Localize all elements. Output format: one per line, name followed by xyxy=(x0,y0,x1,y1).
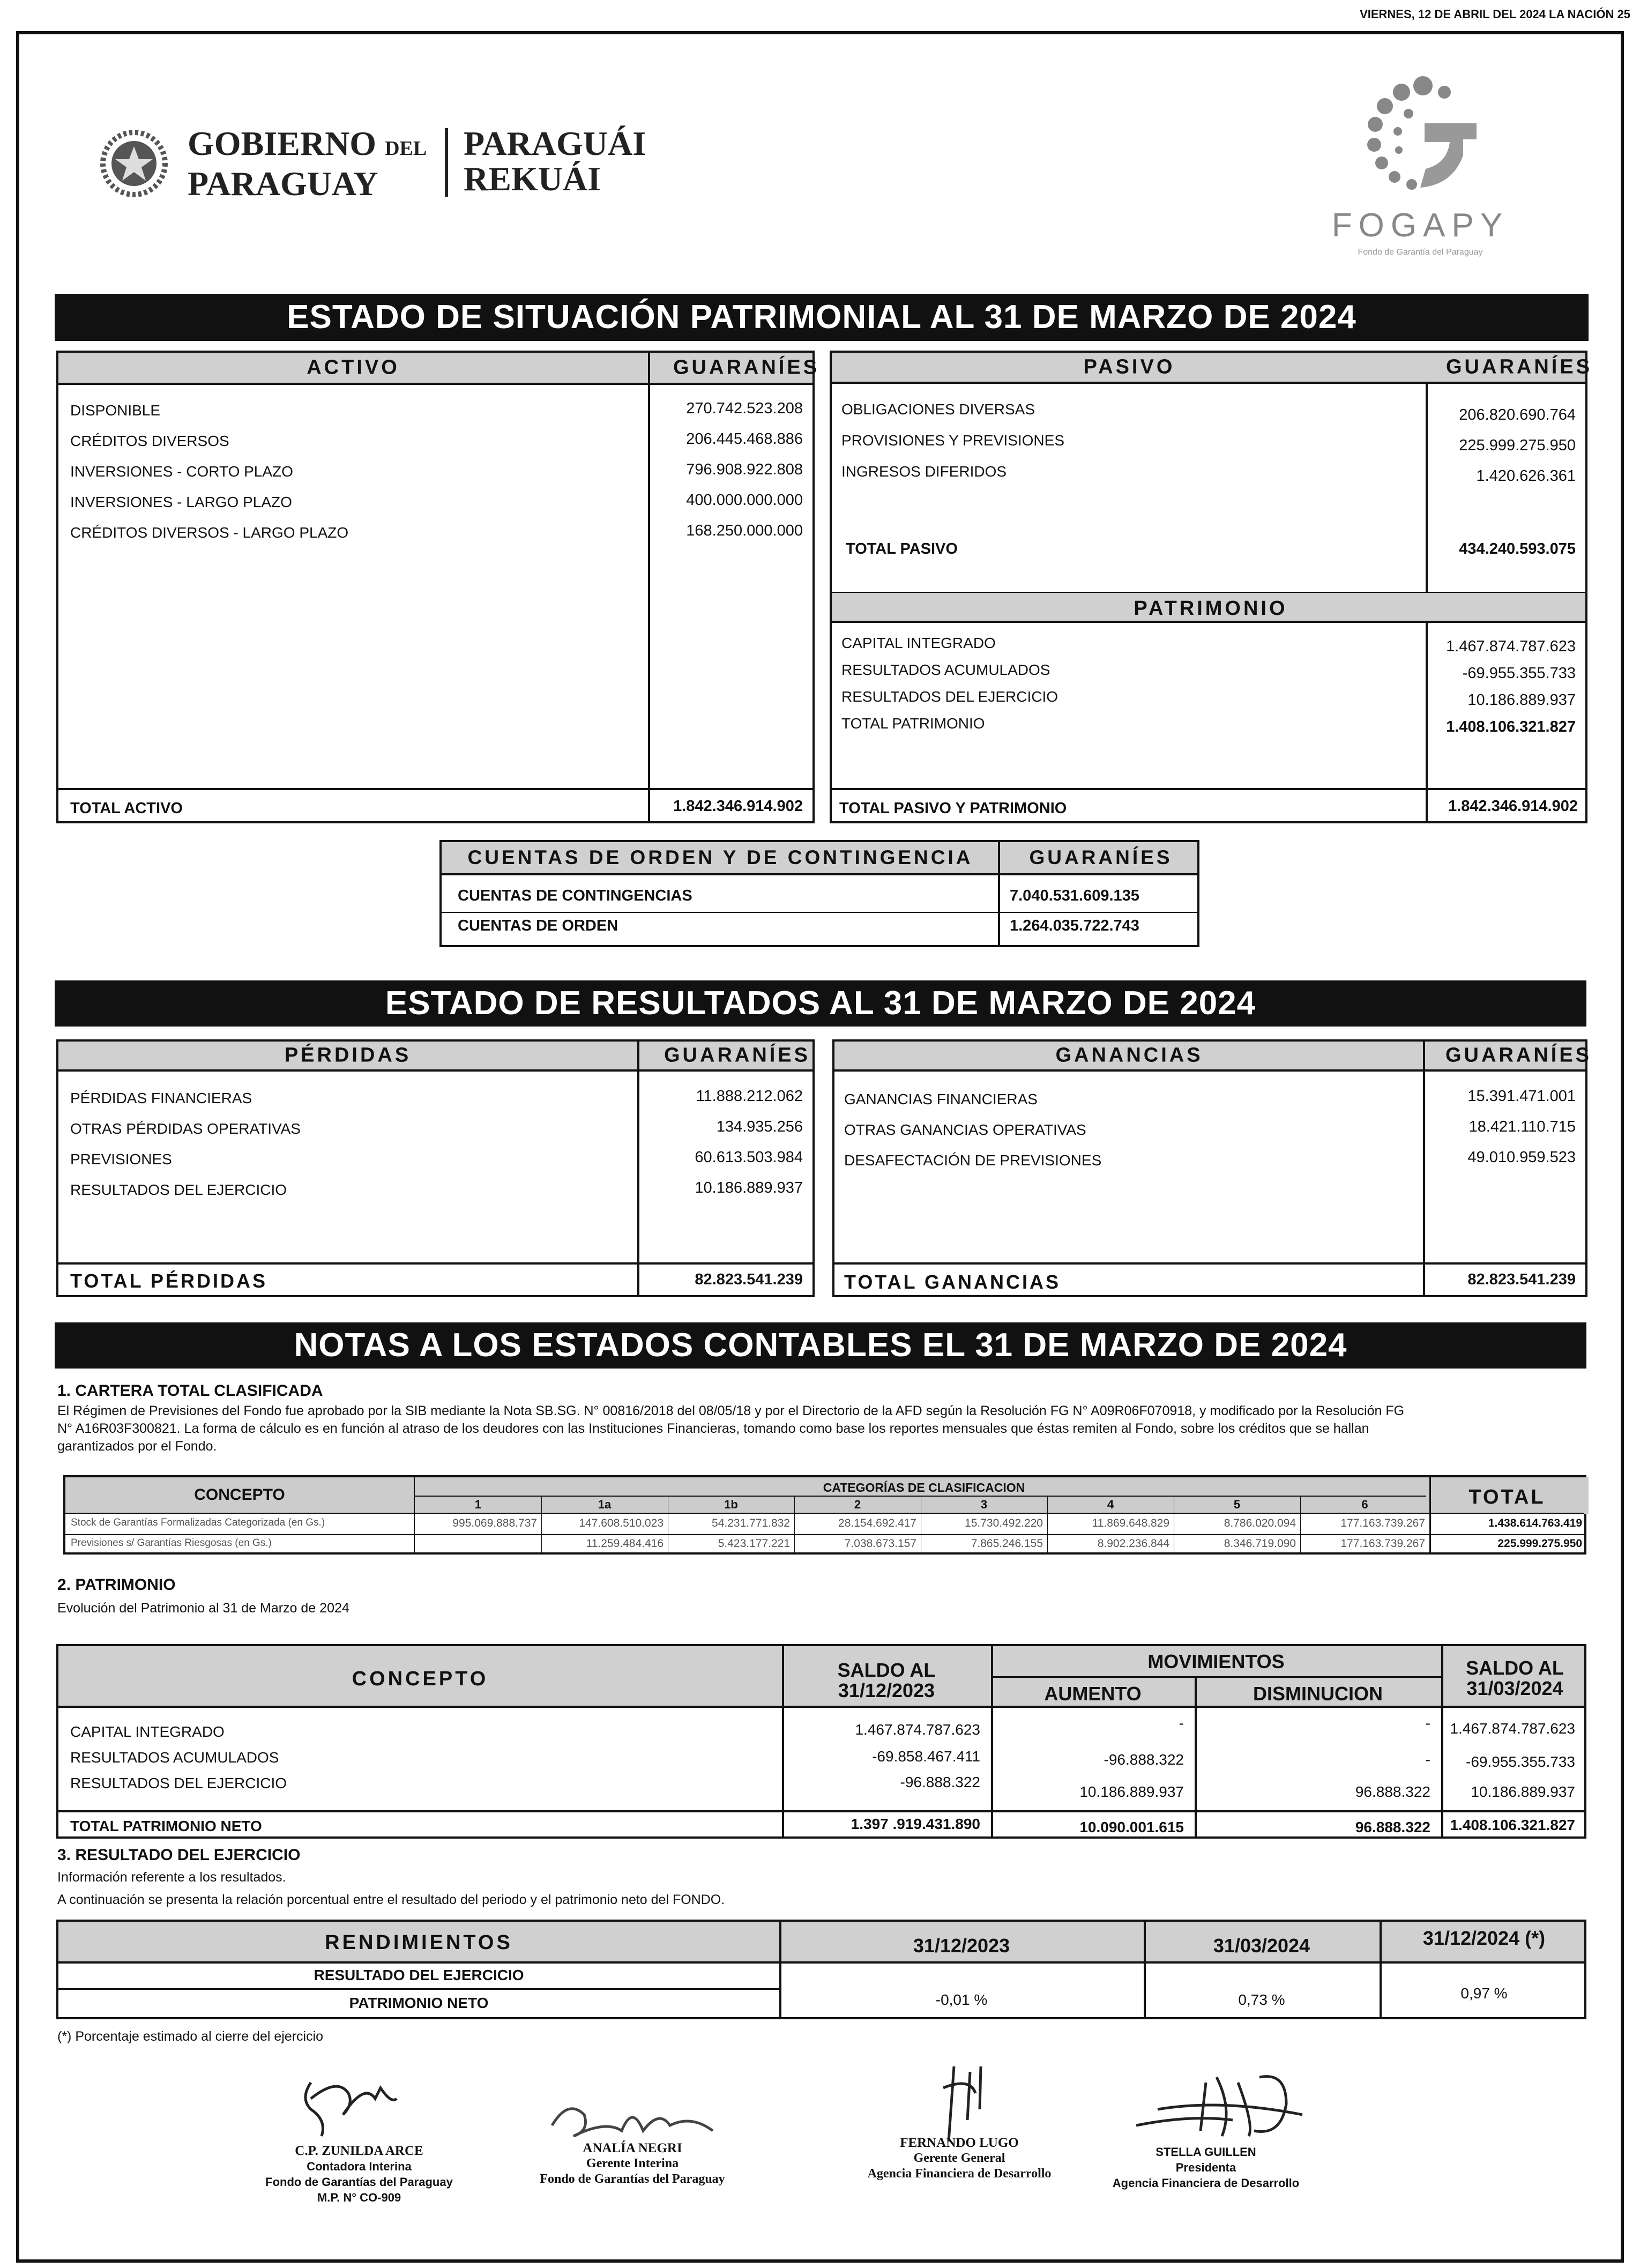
ganancias-table: GANANCIAS GUARANÍES GANANCIAS FINANCIERAS 15.391.471.001 OTRAS GANANCIAS OPERATIVAS 18.421.110.715 DESAFECTACIÓN DE PREVISIONES 49.010.959.523 TOTAL GANANCIAS 82.823.541.239 xyxy=(832,1039,1587,1297)
signature-lugo-icon xyxy=(911,2056,1008,2147)
perdidas-currency: GUARANÍES xyxy=(664,1044,811,1067)
patrimonio-table: CONCEPTO SALDO AL 31/12/2023 MOVIMIENTOS AUMENTO DISMINUCION SALDO AL 31/03/2024 CAPITAL INTEGRADO 1.467.874.787.623 - - 1.467.874.787.623 RESULTADOS ACUMULADOS -69.858.467.411 -96.888.322 - -69.955.355.733 RESULTADOS DEL EJERCICIO -96.888.322 10.186.889.937 96.888.322 10.186.889.937 TOTAL PATRIMONIO NETO 1.397 .919.431.890 10.090.001.615 96.888.322 1.408.106.321.827 xyxy=(56,1644,1586,1839)
paraguay-star-emblem-icon xyxy=(94,126,174,201)
note3-line1: Información referente a los resultados. xyxy=(57,1870,286,1885)
pat-saldo1-header: SALDO AL 31/12/2023 xyxy=(837,1659,936,1701)
total-activo-label: TOTAL ACTIVO xyxy=(70,800,183,817)
pat-aumento-header: AUMENTO xyxy=(1044,1683,1142,1705)
perdidas-table: PÉRDIDAS GUARANÍES PÉRDIDAS FINANCIERAS 11.888.212.062 OTRAS PÉRDIDAS OPERATIVAS 134.935.256 PREVISIONES 60.613.503.984 RESULTADOS DEL EJERCICIO 10.186.889.937 TOTAL PÉRDIDAS 82.823.541.239 xyxy=(56,1039,815,1297)
total-pp-value: 1.842.346.914.902 xyxy=(1448,798,1578,815)
pat-movimientos-header: MOVIMIENTOS xyxy=(1147,1650,1285,1672)
rend-col2: 31/03/2024 xyxy=(1213,1935,1310,1957)
ganancias-currency: GUARANÍES xyxy=(1445,1044,1592,1067)
pr-line1: PARAGUÁI xyxy=(464,124,646,162)
rend-header: RENDIMIENTOS xyxy=(325,1931,513,1954)
fogapy-emblem-icon xyxy=(1361,75,1485,198)
signature-guillen-icon xyxy=(1125,2061,1340,2152)
note1-text xyxy=(57,1402,1585,1455)
total-perdidas-value: 82.823.541.239 xyxy=(695,1271,803,1288)
note3-line2: A continuación se presenta la relación porcentual entre el resultado del periodo y el patrimonio neto del FONDO. xyxy=(57,1892,725,1907)
rend-val1: -0,01 % xyxy=(935,1991,988,2008)
gov-line2: PARAGUAY xyxy=(188,165,378,203)
resultados-title: ESTADO DE RESULTADOS AL 31 DE MARZO DE 2024 xyxy=(55,980,1586,1027)
fogapy-logo xyxy=(1313,75,1527,268)
cartera-concepto-header: CONCEPTO xyxy=(194,1486,285,1504)
total-pp-label: TOTAL PASIVO Y PATRIMONIO xyxy=(839,800,1067,817)
total-pasivo-label: TOTAL PASIVO xyxy=(846,540,958,557)
signature-block-negri: ANALÍA NEGRI Gerente Interina Fondo de Garantías del Paraguay xyxy=(540,2141,725,2186)
note1-heading: 1. CARTERA TOTAL CLASIFICADA xyxy=(57,1382,323,1400)
signature-arce-icon xyxy=(289,2066,429,2147)
signature-block-guillen: STELLA GUILLEN Presidenta Agencia Financiera de Desarrollo xyxy=(1112,2145,1300,2190)
note1-line2: N° A16R03F300821. La forma de cálculo es en función al atraso de los deudores con las Instituciones Financieras, tomando como base los reportes mensuales que éstas remiten al Fondo, sobre los créditos que se hallan xyxy=(57,1421,1369,1436)
total-perdidas-label: TOTAL PÉRDIDAS xyxy=(70,1270,268,1292)
total-ganancias-value: 82.823.541.239 xyxy=(1467,1271,1576,1288)
note1-line1: El Régimen de Previsiones del Fondo fue aprobado por la SIB mediante la Nota SB.SG. N° 00816/2018 del 08/05/18 y por el Directorio de la AFD según la Resolución FG N° A09R06F070918, y modificado por la Resolución FG xyxy=(57,1403,1405,1418)
activo-header: ACTIVO xyxy=(307,356,400,379)
pasivo-header: PASIVO xyxy=(1083,355,1175,378)
cartera-total-header: TOTAL xyxy=(1468,1486,1546,1508)
note1-line3: garantizados por el Fondo. xyxy=(57,1439,217,1454)
total-ganancias-label: TOTAL GANANCIAS xyxy=(844,1271,1061,1293)
notas-title: NOTAS A LOS ESTADOS CONTABLES EL 31 DE MARZO DE 2024 xyxy=(55,1322,1586,1369)
rendimientos-table xyxy=(56,1920,1586,2019)
rend-col3: 31/12/2024 (*) xyxy=(1422,1927,1546,1949)
signature-block-arce: C.P. ZUNILDA ARCE Contadora Interina Fondo de Garantías del Paraguay M.P. N° CO-909 xyxy=(265,2144,453,2204)
pasivo-table: PASIVO GUARANÍES PATRIMONIO OBLIGACIONES DIVERSAS 206.820.690.764 PROVISIONES Y PREVISIONES 225.999.275.950 INGRESOS DIFERIDOS 1.420.626.361 TOTAL PASIVO 434.240.593.075 CAPITAL INTEGRADO 1.467.874.787.623 RESULTADOS ACUMULADOS -69.955.355.733 RESULTADOS DEL EJERCICIO 10.186.889.937 TOTAL PATRIMONIO 1.408.106.321.827 TOTAL PASIVO Y PATRIMONIO 1.842.346.914.902 xyxy=(830,351,1587,823)
fogapy-subtitle: Fondo de Garantía del Paraguay xyxy=(1358,248,1483,257)
footnote: (*) Porcentaje estimado al cierre del ejercicio xyxy=(57,2029,324,2044)
fogapy-wordmark: FOGAPY xyxy=(1331,207,1509,244)
rend-col1: 31/12/2023 xyxy=(913,1935,1010,1957)
government-logo xyxy=(94,126,667,201)
rend-row2-label: PATRIMONIO NETO xyxy=(349,1995,489,2011)
cuentas-header: CUENTAS DE ORDEN Y DE CONTINGENCIA xyxy=(467,846,973,868)
note2-heading: 2. PATRIMONIO xyxy=(57,1576,176,1594)
cartera-table: CONCEPTO CATEGORÍAS DE CLASIFICACION TOTAL 1 1a 1b 2 3 4 5 6 Stock de Garantías Formalizadas Categorizada (en Gs.) 995.069.888.737 147.608.510.023 54.231.771.832 28.154.692.417 15.730.492.220 11.869.648.829 8.786.020.094 177.163.739.267 1.438.614.763.419 Previsiones s/ Garantías Riesgosas (en Gs.) 11.259.484.416 5.423.177.221 7.038.673.157 7.865.246.155 8.902.236.844 8.346.719.090 177.163.739.267 225.999.275.950 xyxy=(63,1475,1586,1555)
pasivo-currency: GUARANÍES xyxy=(1446,355,1593,378)
pr-line2: REKUÁI xyxy=(464,160,601,198)
signature-block-lugo: FERNANDO LUGO Gerente General Agencia Financiera de Desarrollo xyxy=(867,2136,1052,2181)
rend-val3: 0,97 % xyxy=(1460,1985,1508,2002)
cuentas-orden-table: CUENTAS DE ORDEN Y DE CONTINGENCIA GUARANÍES CUENTAS DE CONTINGENCIAS 7.040.531.609.135 CUENTAS DE ORDEN 1.264.035.722.743 xyxy=(439,840,1199,947)
note2-sub: Evolución del Patrimonio al 31 de Marzo de 2024 xyxy=(57,1601,349,1616)
total-activo-value: 1.842.346.914.902 xyxy=(673,798,803,815)
rend-val2: 0,73 % xyxy=(1238,1991,1285,2008)
perdidas-header: PÉRDIDAS xyxy=(284,1044,412,1067)
cuentas-currency: GUARANÍES xyxy=(1029,846,1173,868)
pat-disminucion-header: DISMINUCION xyxy=(1253,1683,1383,1705)
pat-saldo2-header: SALDO AL 31/03/2024 xyxy=(1466,1657,1564,1699)
balance-title: ESTADO DE SITUACIÓN PATRIMONIAL AL 31 DE MARZO DE 2024 xyxy=(55,294,1589,341)
ganancias-header: GANANCIAS xyxy=(1055,1044,1203,1067)
total-pasivo-value: 434.240.593.075 xyxy=(1459,540,1576,557)
gov-line1: GOBIERNO xyxy=(188,124,377,162)
gov-del: DEL xyxy=(385,137,427,160)
activo-table: ACTIVO GUARANÍES DISPONIBLE 270.742.523.208 CRÉDITOS DIVERSOS 206.445.468.886 INVERSIONES - CORTO PLAZO 796.908.922.808 INVERSIONES - LARGO PLAZO 400.000.000.000 CRÉDITOS DIVERSOS - LARGO PLAZO 168.250.000.000 TOTAL ACTIVO 1.842.346.914.902 xyxy=(56,351,815,823)
cartera-categorias-header: CATEGORÍAS DE CLASIFICACION xyxy=(823,1481,1025,1494)
pat-concepto-header: CONCEPTO xyxy=(352,1668,489,1690)
newspaper-date-line: VIERNES, 12 DE ABRIL DEL 2024 LA NACIÓN 25 xyxy=(1360,8,1630,21)
patrimonio-header: PATRIMONIO xyxy=(1134,597,1288,620)
note3-heading: 3. RESULTADO DEL EJERCICIO xyxy=(57,1846,301,1864)
activo-currency: GUARANÍES xyxy=(673,356,820,379)
rend-row1-label: RESULTADO DEL EJERCICIO xyxy=(314,1967,524,1983)
